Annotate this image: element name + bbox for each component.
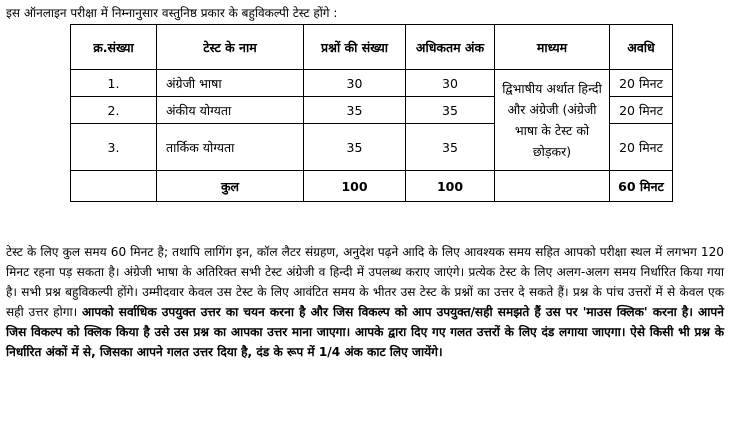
cell-total-marks: 100 <box>406 171 495 202</box>
header-sno: क्र.संख्या <box>71 25 157 70</box>
cell-total-questions: 100 <box>304 171 406 202</box>
table-total-row <box>71 171 673 202</box>
instructions-bold-text: आपको सर्वाधिक उपयुक्त उत्तर का चयन करना है और जिस विकल्प को आप उपयुक्त/सही समझते हैं उस पर 'माउस क्लिक' करना है। आपने जिस विकल्प को क्लिक किया है उसे उस प्रश्न का आपका उत्तर माना जाएगा। आपके द्वारा दिए गए गलत उत्तरों के लिए दंड लगाया जाएगा। ऐसे किसी भी प्रश्न के निर्धारित अंकों में से, जिसका आपने गलत उत्तर दिया है, दंड के रूप में 1/4 अंक काट लिए जायेंगे। <box>6 305 724 359</box>
intro-text: इस ऑनलाइन परीक्षा में निम्नानुसार वस्तुनिष्ठ प्रकार के बहुविकल्पी टेस्ट होंगे : <box>6 6 338 20</box>
instructions-paragraph <box>6 242 724 362</box>
header-duration: अवधि <box>610 25 673 70</box>
cell-questions: 35 <box>304 124 406 171</box>
header-test-name: टेस्ट के नाम <box>157 25 304 70</box>
cell-marks: 35 <box>406 97 495 124</box>
cell-questions: 35 <box>304 97 406 124</box>
cell-sno: 3. <box>71 124 157 171</box>
cell-questions: 30 <box>304 70 406 97</box>
cell-blank <box>71 171 157 202</box>
cell-medium: द्विभाषीय अर्थात हिन्दी और अंग्रेजी (अंग्रेजी भाषा के टेस्ट को छोड़कर) <box>495 70 610 171</box>
exam-pattern-table <box>70 24 673 202</box>
cell-duration: 20 मिनट <box>610 97 673 124</box>
cell-marks: 30 <box>406 70 495 97</box>
cell-marks: 35 <box>406 124 495 171</box>
cell-test-name: तार्किक योग्यता <box>157 124 304 171</box>
cell-sno: 1. <box>71 70 157 97</box>
instructions-normal-text: टेस्ट के लिए कुल समय 60 मिनट है; तथापि लागिंग इन, कॉल लैटर संग्रहण, अनुदेश पढ़ने आदि के लिए आवश्यक समय सहित आपको परीक्षा स्थल में लगभग 120 मिनट रहना पड़ सकता है। अंग्रेजी भाषा के अतिरिक्त सभी टेस्ट अंग्रेजी व हिन्दी में उपलब्ध कराए जाएंगे। प्रत्येक टेस्ट के लिए अलग-अलग समय निर्धारित किया गया है। सभी प्रश्न बहुविकल्पी होंगे। उम्मीदवार केवल उस टेस्ट के लिए आवंटित समय के भीतर उस टेस्ट के प्रश्नों का उत्तर दे सकते हैं। प्रश्न के पांच उत्तरों में से केवल एक सही उत्तर होगा। <box>6 245 724 319</box>
table-row <box>71 70 673 97</box>
table-header-row <box>71 25 673 70</box>
header-max-marks: अधिकतम अंक <box>406 25 495 70</box>
header-questions: प्रश्नों की संख्या <box>304 25 406 70</box>
cell-blank <box>495 171 610 202</box>
header-medium: माध्यम <box>495 25 610 70</box>
cell-sno: 2. <box>71 97 157 124</box>
cell-total-duration: 60 मिनट <box>610 171 673 202</box>
cell-test-name: अंग्रेजी भाषा <box>157 70 304 97</box>
cell-test-name: अंकीय योग्यता <box>157 97 304 124</box>
cell-total-label: कुल <box>157 171 304 202</box>
cell-duration: 20 मिनट <box>610 70 673 97</box>
cell-duration: 20 मिनट <box>610 124 673 171</box>
